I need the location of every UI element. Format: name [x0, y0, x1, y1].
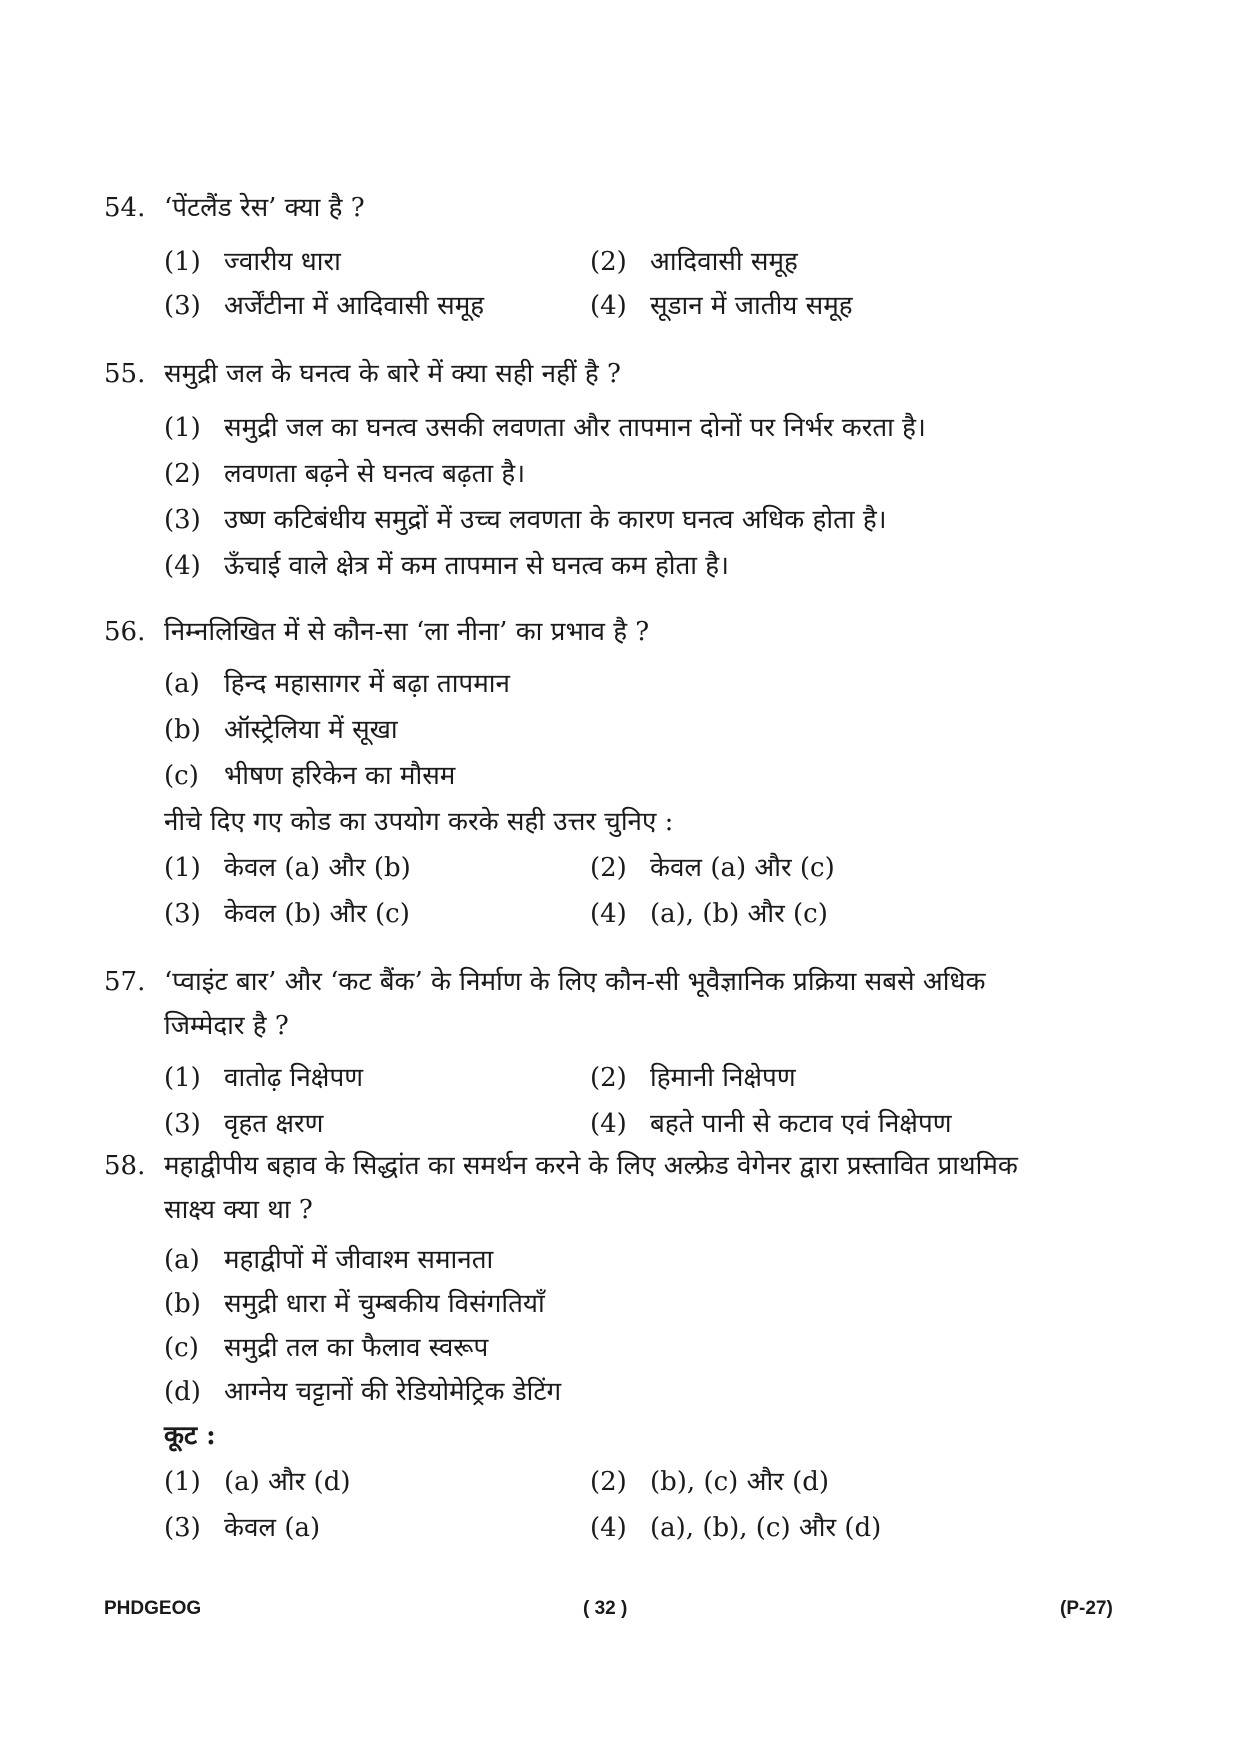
option-4	[590, 284, 853, 328]
question-text-line-2: जिम्मेदार है ?	[164, 1011, 289, 1041]
question-text-line-2: साक्ष्य क्या था ?	[164, 1195, 313, 1225]
option-2	[590, 240, 798, 284]
option-text: वातोढ़ निक्षेपण	[224, 1063, 364, 1093]
option-4	[164, 544, 729, 588]
option-3	[164, 1102, 323, 1146]
question-text-line-1: ‘प्वाइंट बार’ और ‘कट बैंक’ के निर्माण के लिए कौन-सी भूवैज्ञानिक प्रक्रिया सबसे अधिक	[164, 967, 986, 997]
option-label: (2)	[590, 247, 627, 277]
option-label: (1)	[164, 1467, 201, 1497]
option-text: समुद्री जल का घनत्व उसकी लवणता और तापमान दोनों पर निर्भर करता है।	[224, 413, 926, 443]
question-56	[104, 610, 1134, 654]
question-text-line-1: महाद्वीपीय बहाव के सिद्धांत का समर्थन करने के लिए अल्फ्रेड वेगेनर द्वारा प्रस्तावित प्राथमिक	[164, 1151, 1018, 1181]
instruction-text: नीचे दिए गए कोड का उपयोग करके सही उत्तर चुनिए :	[164, 807, 674, 837]
question-text: निम्नलिखित में से कौन-सा ‘ला नीना’ का प्रभाव है ?	[164, 617, 650, 647]
option-text: (a), (b) और (c)	[650, 899, 828, 929]
statement-label: (c)	[164, 1333, 199, 1363]
question-number: 57.	[104, 967, 146, 997]
option-text: उष्ण कटिबंधीय समुद्रों में उच्च लवणता के कारण घनत्व अधिक होता है।	[224, 505, 887, 535]
option-label: (1)	[164, 413, 201, 443]
page-number: ( 32 )	[583, 1598, 628, 1619]
option-label: (4)	[164, 551, 201, 581]
option-text: (b), (c) और (d)	[650, 1467, 830, 1497]
option-1	[164, 406, 926, 450]
option-text: केवल (a) और (c)	[650, 853, 835, 883]
option-4	[590, 892, 828, 936]
question-57	[104, 960, 1134, 1048]
option-3	[164, 1506, 320, 1550]
option-1	[164, 240, 341, 284]
statement-text: ऑस्ट्रेलिया में सूखा	[224, 715, 398, 745]
option-text: अर्जेंटीना में आदिवासी समूह	[224, 291, 485, 321]
option-text: हिमानी निक्षेपण	[650, 1063, 796, 1093]
question-number: 58.	[104, 1151, 146, 1181]
option-label: (3)	[164, 1513, 201, 1543]
option-text: आदिवासी समूह	[650, 247, 798, 277]
option-2	[590, 1460, 829, 1504]
option-2	[590, 846, 835, 890]
option-1	[164, 846, 411, 890]
option-3	[164, 892, 410, 936]
option-label: (3)	[164, 1109, 201, 1139]
option-4	[590, 1506, 881, 1550]
option-text: ज्वारीय धारा	[224, 247, 341, 277]
question-text: ‘पेंटलैंड रेस’ क्या है ?	[164, 193, 365, 223]
option-text: वृहत क्षरण	[224, 1109, 324, 1139]
question-text: समुद्री जल के घनत्व के बारे में क्या सही नहीं है ?	[164, 359, 621, 389]
question-54	[104, 186, 1134, 230]
option-text: बहते पानी से कटाव एवं निक्षेपण	[650, 1109, 952, 1139]
statement-c	[164, 1326, 488, 1370]
statement-text: महाद्वीपों में जीवाश्म समानता	[224, 1245, 494, 1275]
option-label: (4)	[590, 1513, 627, 1543]
option-label: (2)	[590, 853, 627, 883]
option-3	[164, 284, 484, 328]
option-label: (1)	[164, 247, 201, 277]
option-text: लवणता बढ़ने से घनत्व बढ़ता है।	[224, 459, 526, 489]
statement-a	[164, 1238, 493, 1282]
statement-text: समुद्री धारा में चुम्बकीय विसंगतियाँ	[224, 1289, 545, 1319]
statement-label: (b)	[164, 715, 201, 745]
statement-label: (a)	[164, 1245, 200, 1275]
statement-c	[164, 754, 455, 798]
option-label: (3)	[164, 899, 201, 929]
option-label: (4)	[590, 291, 627, 321]
question-58	[104, 1144, 1134, 1232]
option-label: (1)	[164, 853, 201, 883]
option-4	[590, 1102, 952, 1146]
option-text: केवल (b) और (c)	[224, 899, 410, 929]
paper-code: PHDGEOG	[104, 1598, 202, 1619]
code-label: कूट :	[164, 1421, 216, 1451]
option-label: (1)	[164, 1063, 201, 1093]
option-3	[164, 498, 887, 542]
option-label: (2)	[590, 1467, 627, 1497]
statement-a	[164, 662, 510, 706]
question-number: 54.	[104, 193, 146, 223]
option-text: (a) और (d)	[224, 1467, 351, 1497]
option-label: (4)	[590, 1109, 627, 1139]
option-label: (2)	[590, 1063, 627, 1093]
question-55	[104, 352, 1134, 396]
option-text: केवल (a) और (b)	[224, 853, 411, 883]
option-text: ऊँचाई वाले क्षेत्र में कम तापमान से घनत्व कम होता है।	[224, 551, 729, 581]
statement-text: भीषण हरिकेन का मौसम	[224, 761, 456, 791]
option-label: (4)	[590, 899, 627, 929]
option-label: (3)	[164, 291, 201, 321]
statement-d	[164, 1370, 561, 1414]
statement-label: (d)	[164, 1377, 201, 1407]
statement-text: आग्नेय चट्टानों की रेडियोमेट्रिक डेटिंग	[224, 1377, 562, 1407]
option-text: केवल (a)	[224, 1513, 321, 1543]
option-text: (a), (b), (c) और (d)	[650, 1513, 882, 1543]
option-text: सूडान में जातीय समूह	[650, 291, 853, 321]
question-number: 56.	[104, 617, 146, 647]
statement-label: (c)	[164, 761, 199, 791]
option-1	[164, 1056, 363, 1100]
option-label: (2)	[164, 459, 201, 489]
option-1	[164, 1460, 350, 1504]
statement-label: (b)	[164, 1289, 201, 1319]
option-2	[164, 452, 525, 496]
statement-label: (a)	[164, 669, 200, 699]
statement-text: समुद्री तल का फैलाव स्वरूप	[224, 1333, 489, 1363]
question-number: 55.	[104, 359, 146, 389]
option-label: (3)	[164, 505, 201, 535]
statement-b	[164, 1282, 545, 1326]
statement-b	[164, 708, 398, 752]
statement-text: हिन्द महासागर में बढ़ा तापमान	[224, 669, 510, 699]
option-2	[590, 1056, 796, 1100]
page-series-code: (P-27)	[1060, 1598, 1113, 1619]
